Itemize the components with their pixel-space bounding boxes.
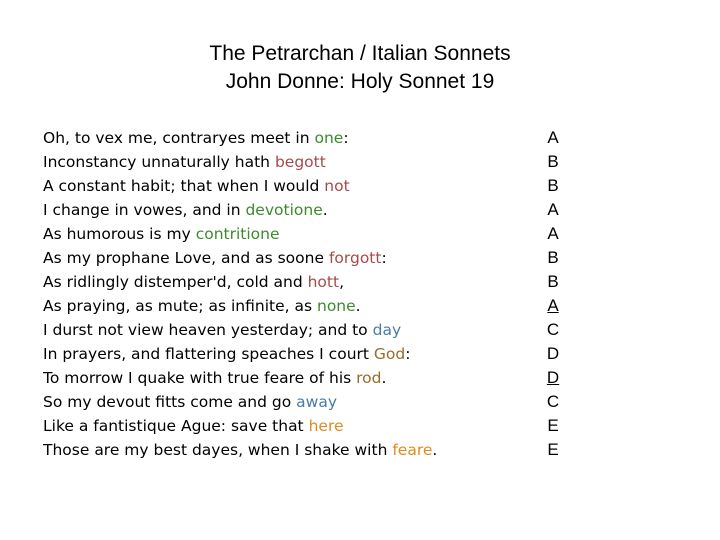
line-text: So my devout fitts come and go bbox=[43, 393, 297, 411]
poem-line bbox=[43, 270, 513, 294]
line-text: To morrow I quake with true feare of his bbox=[43, 369, 357, 387]
poem-text bbox=[43, 126, 513, 462]
rhyme-scheme bbox=[538, 126, 568, 462]
rhyme-letter: B bbox=[547, 272, 559, 291]
poem-line bbox=[43, 414, 513, 438]
poem-line bbox=[43, 150, 513, 174]
rhyme-word: one bbox=[314, 129, 344, 147]
rhyme-word: God bbox=[373, 345, 406, 363]
rhyme-letter: D bbox=[546, 368, 560, 387]
line-punctuation: . bbox=[355, 297, 361, 315]
line-text: As my prophane Love, and as soone bbox=[43, 249, 329, 267]
line-text: Oh, to vex me, contraryes meet in bbox=[43, 129, 315, 147]
line-punctuation: . bbox=[322, 201, 328, 219]
rhyme-word: contritione bbox=[195, 225, 280, 243]
rhyme-letter: E bbox=[547, 416, 559, 435]
line-punctuation: : bbox=[343, 129, 349, 147]
rhyme-letter: A bbox=[547, 296, 559, 315]
line-text: I durst not view heaven yesterday; and to bbox=[43, 321, 373, 339]
line-text: A constant habit; that when I would bbox=[43, 177, 325, 195]
rhyme-word: hott bbox=[307, 273, 340, 291]
rhyme-word: not bbox=[324, 177, 350, 195]
rhyme-word: none bbox=[317, 297, 356, 315]
poem-line bbox=[43, 126, 513, 150]
rhyme-word: forgott bbox=[328, 249, 382, 267]
line-text: In prayers, and flattering speaches I court bbox=[43, 345, 374, 363]
rhyme-letter: A bbox=[547, 128, 559, 147]
line-punctuation: , bbox=[339, 273, 345, 291]
rhyme-letter: A bbox=[547, 224, 559, 243]
poem-line bbox=[43, 342, 513, 366]
rhyme-letter: C bbox=[546, 392, 560, 411]
line-punctuation: : bbox=[381, 249, 387, 267]
title-line-1: The Petrarchan / Italian Sonnets bbox=[209, 42, 511, 65]
rhyme-word: away bbox=[296, 393, 337, 411]
poem-line bbox=[43, 438, 513, 462]
rhyme-word: here bbox=[308, 417, 344, 435]
rhyme-letter: B bbox=[547, 248, 559, 267]
poem-line bbox=[43, 222, 513, 246]
rhyme-word: feare bbox=[392, 441, 433, 459]
poem-line bbox=[43, 318, 513, 342]
line-punctuation: . bbox=[381, 369, 387, 387]
poem-line bbox=[43, 174, 513, 198]
rhyme-letter: B bbox=[547, 152, 559, 171]
rhyme-word: begott bbox=[274, 153, 326, 171]
poem-line bbox=[43, 198, 513, 222]
line-text: As humorous is my bbox=[43, 225, 196, 243]
rhyme-letter: C bbox=[546, 320, 560, 339]
poem-line bbox=[43, 390, 513, 414]
poem-line bbox=[43, 366, 513, 390]
line-text: Inconstancy unnaturally hath bbox=[43, 153, 275, 171]
title-line-2: John Donne: Holy Sonnet 19 bbox=[225, 70, 495, 93]
line-text: I change in vowes, and in bbox=[43, 201, 246, 219]
rhyme-letter: E bbox=[547, 440, 559, 459]
poem-line bbox=[43, 246, 513, 270]
rhyme-word: rod bbox=[356, 369, 382, 387]
line-punctuation: : bbox=[405, 345, 411, 363]
rhyme-letter: B bbox=[547, 176, 559, 195]
line-punctuation: . bbox=[432, 441, 438, 459]
rhyme-word: day bbox=[372, 321, 402, 339]
line-text: As ridlingly distemper'd, cold and bbox=[43, 273, 308, 291]
line-text: Like a fantistique Ague: save that bbox=[43, 417, 309, 435]
poem-line bbox=[43, 294, 513, 318]
page-title bbox=[0, 40, 720, 96]
line-text: Those are my best dayes, when I shake with bbox=[43, 441, 393, 459]
rhyme-word: devotione bbox=[245, 201, 323, 219]
line-text: As praying, as mute; as infinite, as bbox=[43, 297, 317, 315]
rhyme-letter: D bbox=[546, 344, 560, 363]
rhyme-letter: A bbox=[547, 200, 559, 219]
